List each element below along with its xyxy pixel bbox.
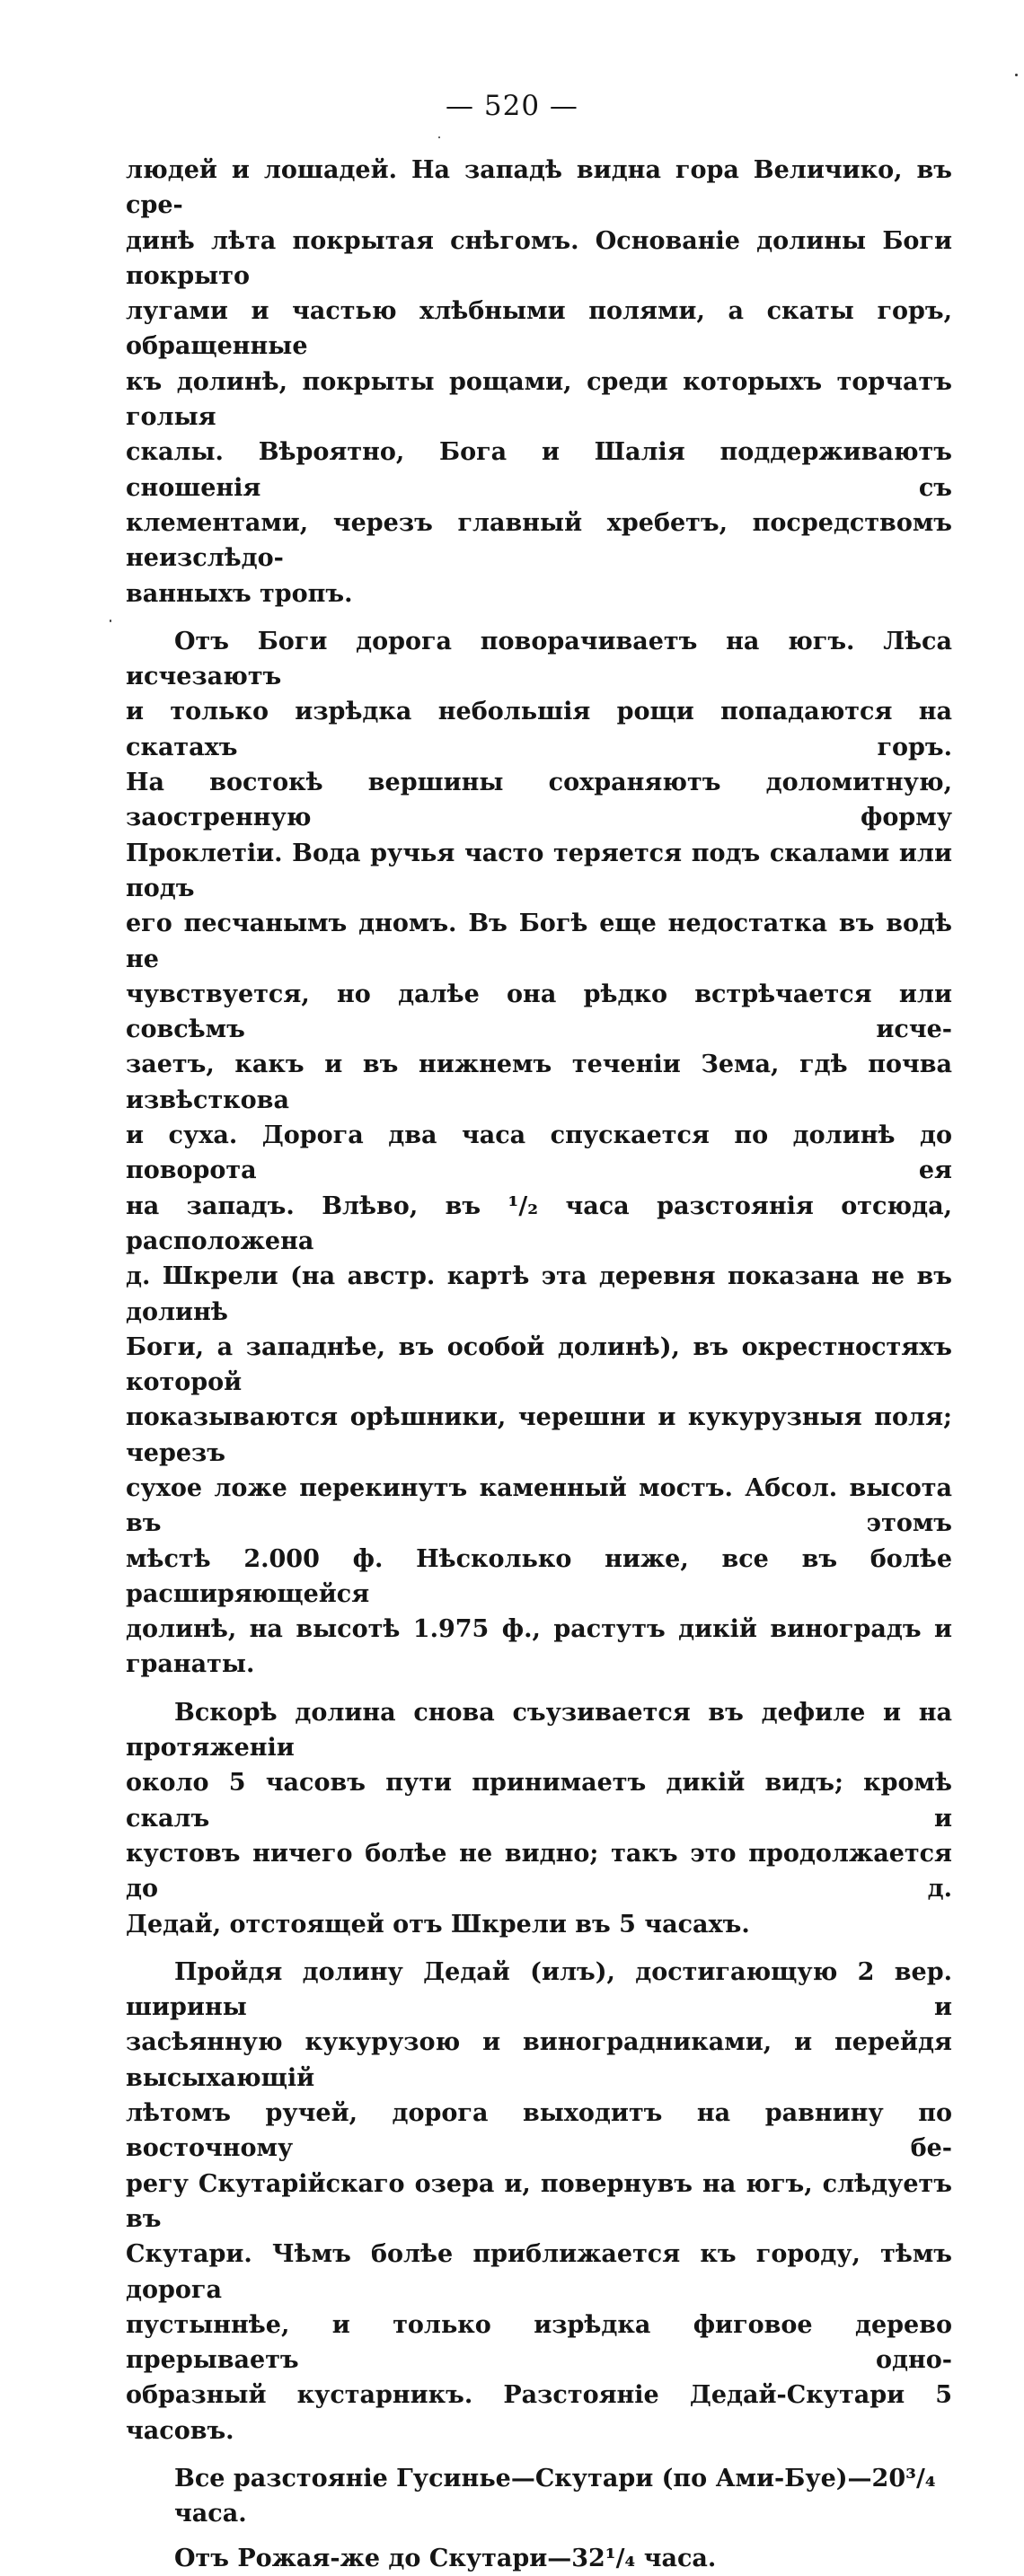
text-line: заетъ, какъ и въ нижнемъ теченіи Зема, гдѣ почва извѣсткова: [126, 1051, 952, 1114]
body-text: [126, 153, 952, 2576]
scan-speck: [110, 620, 111, 622]
text-line: мѣстѣ 2.000 ф. Нѣсколько ниже, все въ болѣе расширяющейся: [126, 1544, 952, 1608]
text-line: Скутари. Чѣмъ болѣе приближается къ городу, тѣмъ дорога: [126, 2240, 952, 2304]
text-line: пустыннѣе, и только изрѣдка фиговое дерево прерываетъ одно-: [126, 2310, 952, 2375]
text-line: около 5 часовъ пути принимаетъ дикій видъ; кромѣ скалъ и: [126, 1769, 952, 1833]
text-line: На востокѣ вершины сохраняютъ доломитную, заостренную форму: [126, 769, 952, 832]
scan-speck: [438, 136, 440, 138]
text-line: клементами, черезъ главный хребетъ, посредствомъ неизслѣдо-: [126, 508, 952, 573]
text-line: ванныхъ тропъ.: [126, 579, 353, 608]
text-line: засѣянную кукурузою и виноградниками, и перейдя высыхающій: [126, 2028, 952, 2092]
text-line: д. Шкрели (на австр. картѣ эта деревня показана не въ долинѣ: [126, 1262, 952, 1326]
text-line: долинѣ, на высотѣ 1.975 ф., растутъ дикій виноградъ и гранаты.: [126, 1615, 952, 1679]
text-line: Боги, а западнѣе, въ особой долинѣ), въ окрестностяхъ которой: [126, 1332, 952, 1397]
text-line: людей и лошадей. На западѣ видна гора Величико, въ сре-: [126, 156, 952, 220]
text-line: чувствуется, но далѣе она рѣдко встрѣчается или совсѣмъ исче-: [126, 980, 952, 1044]
text-line: Дедай, отстоящей отъ Шкрели въ 5 часахъ.: [126, 1910, 750, 1939]
paragraph-4: [126, 1955, 952, 2449]
text-line: Вскорѣ долина снова съузивается въ дефиле и на протяженіи: [126, 1698, 952, 1763]
text-line: сухое ложе перекинутъ каменный мостъ. Абсол. высота въ этомъ: [126, 1473, 952, 1538]
text-line: скалы. Вѣроятно, Бога и Шалія поддерживаютъ сношенія съ: [126, 438, 952, 502]
text-line: образный кустарникъ. Разстояніе Дедай-Скутари 5 часовъ.: [126, 2381, 952, 2445]
text-line: на западъ. Влѣво, въ ¹/₂ часа разстоянія отсюда, расположена: [126, 1191, 952, 1255]
text-line: лугами и частью хлѣбными полями, а скаты горъ, обращенные: [126, 297, 952, 361]
text-line: Проклетіи. Вода ручья часто теряется подъ скалами или подъ: [126, 839, 952, 902]
text-line: лѣтомъ ручей, дорога выходитъ на равнину по восточному бе-: [126, 2099, 952, 2163]
text-line: динѣ лѣта покрытая снѣгомъ. Основаніе долины Боги покрыто: [126, 226, 952, 290]
scan-speck: [1015, 74, 1018, 76]
paragraph-3: [126, 1695, 952, 1942]
paragraph-2: [126, 624, 952, 1683]
text-line: Пройдя долину Дедай (илъ), достигающую 2 вер. ширины и: [126, 1957, 952, 2022]
text-line: кустовъ ничего болѣе не видно; такъ это продолжается до д.: [126, 1839, 952, 1903]
paragraph-1: [126, 153, 952, 611]
text-line: Отъ Боги дорога поворачиваетъ на югъ. Лѣса исчезаютъ: [126, 627, 952, 691]
page-number: — 520 —: [446, 90, 578, 122]
summary-line-total: Все разстояніе Гусинье—Скутари (по Ами-Буе)—20³/₄ часа.: [174, 2465, 936, 2528]
summary-line-rozhaj: Отъ Рожая-же до Скутари—32¹/₄ часа.: [174, 2544, 717, 2572]
text-line: и суха. Дорога два часа спускается по долинѣ до поворота ея: [126, 1121, 952, 1185]
text-line: его песчанымъ дномъ. Въ Богѣ еще недостатка въ водѣ не: [126, 910, 952, 973]
text-line: показываются орѣшники, черешни и кукурузныя поля; черезъ: [126, 1403, 952, 1467]
text-line: и только изрѣдка небольшія рощи попадаются на скатахъ горъ.: [126, 698, 952, 761]
text-line: къ долинѣ, покрыты рощами, среди которыхъ торчатъ голыя: [126, 367, 952, 432]
text-line: регу Скутарійскаго озера и, повернувъ на югъ, слѣдуетъ въ: [126, 2169, 952, 2233]
